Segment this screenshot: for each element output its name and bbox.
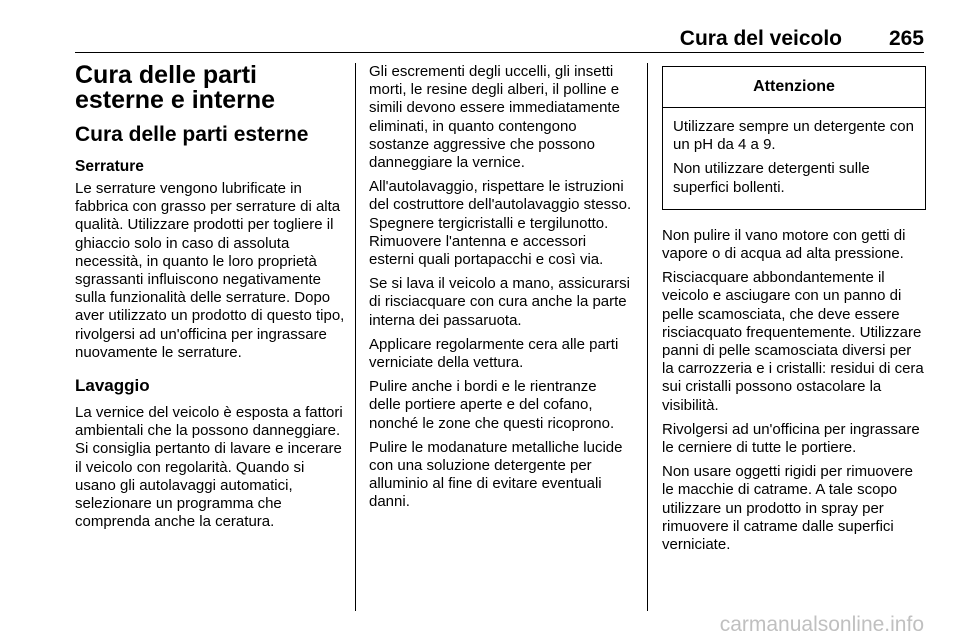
column-2 xyxy=(369,63,632,518)
paragraph: Non usare oggetti rigidi per rimuovere le macchie di catrame. A tale scopo utilizzare un prodotto in spray per rimuovere il catrame dalle superfici verniciate. xyxy=(662,463,913,554)
paragraph: Risciacquare abbondantemente il veicolo e asciugare con un panno di pelle scamosciata, che deve essere risciacquato frequentemente. Utilizzare panni di pelle scamosciata diversi per la carrozzeria e i cristalli: residui di cera sui cristalli possono ostacolare la visibilità. xyxy=(662,269,924,414)
column-3 xyxy=(662,63,926,560)
warning-title: Attenzione xyxy=(663,67,925,108)
warning-body xyxy=(663,108,925,209)
paragraph: Pulire anche i bordi e le rientranze delle portiere aperte e del cofano, nonché le zone che questi ricoprono. xyxy=(369,378,615,432)
serrature-heading: Serrature xyxy=(75,158,144,175)
paragraph: Applicare regolarmente cera alle parti verniciate della vettura. xyxy=(369,335,619,372)
column-divider-1 xyxy=(355,63,356,611)
paragraph: Se si lava il veicolo a mano, assicurarsi di risciacquare con cura anche la parte interna dei passaruota. xyxy=(369,275,630,329)
lavaggio-paragraph: La vernice del veicolo è esposta a fattori ambientali che la possono danneggiare. Si consiglia pertanto di lavare e incerare il veicolo con regolarità. Quando si usano gli autolavaggi automatici, selezionare un programma che comprenda anche la ceratura. xyxy=(75,404,343,531)
warning-line: Utilizzare sempre un detergente con un pH da 4 a 9. xyxy=(673,118,914,154)
footer-watermark: carmanualsonline.info xyxy=(719,613,924,636)
serrature-paragraph: Le serrature vengono lubrificate in fabbrica con grasso per serrature di alta qualità. Utilizzare prodotti per togliere il ghiaccio solo in caso di assoluta necessità, in quanto le loro proprietà sgrassanti influiscono negativamente sulla funzionalità delle serrature. Dopo aver utilizzato un prodotto di questo tipo, rivolgersi ad un'officina per ingrassare nuovamente le serrature. xyxy=(75,180,345,361)
paragraph: Non pulire il vano motore con getti di vapore o di acqua ad alta pressione. xyxy=(662,226,906,263)
warning-box xyxy=(662,66,926,210)
running-title: Cura del veicolo xyxy=(679,27,842,50)
page-header xyxy=(75,26,924,53)
column-1 xyxy=(75,63,345,537)
warning-line: Non utilizzare detergenti sulle superfici bollenti. xyxy=(673,160,870,196)
lavaggio-heading: Lavaggio xyxy=(75,376,150,396)
paragraph: Pulire le modanature metalliche lucide con una soluzione detergente per alluminio al fine di evitare eventuali danni. xyxy=(369,438,623,511)
page-number: 265 xyxy=(888,27,924,50)
column-divider-2 xyxy=(647,63,648,611)
paragraph: Rivolgersi ad un'officina per ingrassare le cerniere di tutte le portiere. xyxy=(662,420,920,457)
paragraph: All'autolavaggio, rispettare le istruzioni del costruttore dell'autolavaggio stesso. Spegnere tergicristalli e tergilunotto. Rimuovere l'antenna e accessori esterni quali portapacchi e così via. xyxy=(369,178,632,269)
section-title: Cura delle parti esterne xyxy=(75,123,309,146)
chapter-title: Cura delle parti esterne e interne xyxy=(75,61,276,114)
paragraph: Gli escrementi degli uccelli, gli insetti morti, le resine degli alberi, il polline e simili devono essere immediatamente eliminati, in quanto contengono sostanze aggressive che possono danneggiare la vernice. xyxy=(369,63,620,172)
